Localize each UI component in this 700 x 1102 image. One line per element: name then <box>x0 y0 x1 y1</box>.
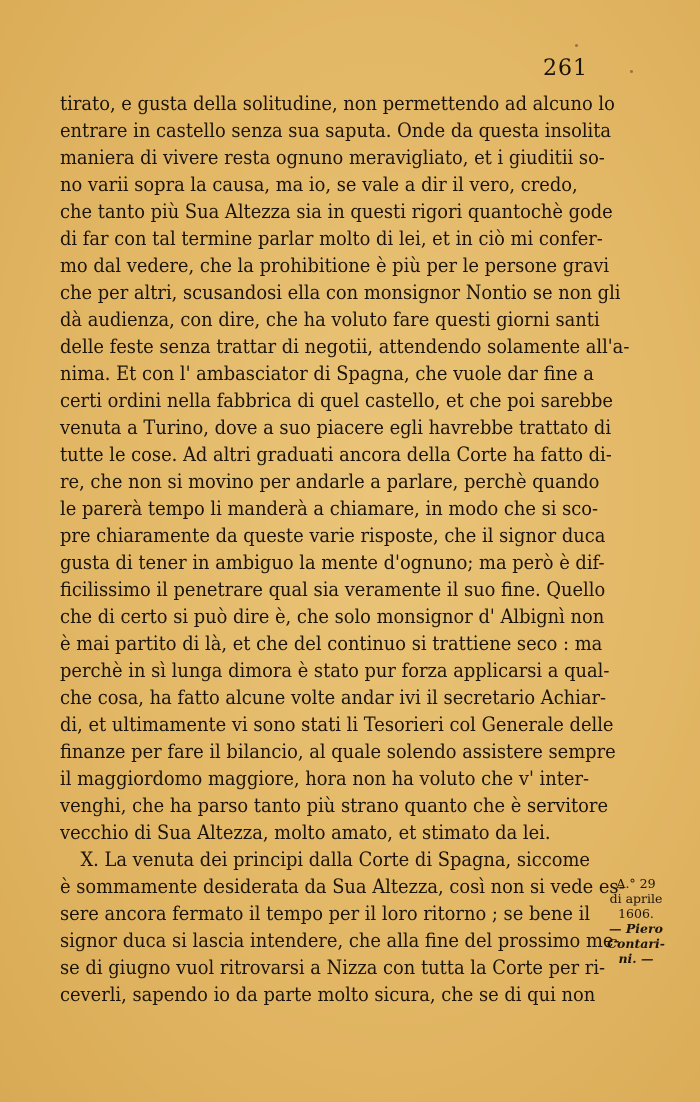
text-line: sere ancora fermato il tempo per il loro ritorno ; se bene il <box>60 902 591 925</box>
text-line: venuta a Turino, dove a suo piacere egli havrebbe trattato di <box>60 416 612 439</box>
text-line: le parerà tempo li manderà a chiamare, in modo che si sco- <box>60 497 599 520</box>
text-line: maniera di vivere resta ognuno meravigliato, et i giuditii so- <box>60 146 605 169</box>
text-line: di far con tal termine parlar molto di lei, et in ciò mi confer- <box>60 227 603 250</box>
text-line: no varii sopra la causa, ma io, se vale a dir il vero, credo, <box>60 173 578 196</box>
text-line: che tanto più Sua Altezza sia in questi rigori quantochè gode <box>60 200 613 223</box>
margin-note-date-year: 1606. <box>618 906 654 921</box>
text-line: vecchio di Sua Altezza, molto amato, et stimato da lei. <box>60 821 551 844</box>
text-line: tirato, e gusta della solitudine, non permettendo ad alcuno lo <box>60 92 615 115</box>
text-line: che cosa, ha fatto alcune volte andar ivi il secretario Achiar- <box>60 686 607 709</box>
text-line: perchè in sì lunga dimora è stato pur forza applicarsi a qual- <box>60 659 610 682</box>
margin-note-date-day: A.° 29 <box>616 876 656 891</box>
text-line: è sommamente desiderata da Sua Altezza, così non si vede es- <box>60 875 625 898</box>
margin-note-author-end: ni. — <box>618 951 654 966</box>
text-line: nima. Et con l' ambasciator di Spagna, che vuole dar fine a <box>60 362 594 385</box>
text-line: signor duca si lascia intendere, che alla fine del prossimo me- <box>60 929 620 952</box>
text-line: mo dal vedere, che la prohibitione è più per le persone gravi <box>60 254 610 277</box>
text-line: X. La venuta dei principi dalla Corte di Spagna, siccome <box>80 848 590 871</box>
text-line: venghi, che ha parso tanto più strano quanto che è servitore <box>60 794 609 817</box>
text-line: ficilissimo il penetrare qual sia veramente il suo fine. Quello <box>60 578 606 601</box>
margin-note-author-first: — Piero <box>609 921 663 936</box>
text-line: ceverli, sapendo io da parte molto sicura, che se di qui non <box>60 983 596 1006</box>
text-line: che per altri, scusandosi ella con monsignor Nontio se non gli <box>60 281 621 304</box>
text-line: certi ordini nella fabbrica di quel castello, et che poi sarebbe <box>60 389 613 412</box>
text-line: entrare in castello senza sua saputa. Onde da questa insolita <box>60 119 612 142</box>
text-line: re, che non si movino per andarle a parlare, perchè quando <box>60 470 600 493</box>
text-line: pre chiaramente da queste varie risposte, che il signor duca <box>60 524 606 547</box>
paper-speck <box>575 44 578 47</box>
margin-note-author-last: Contari- <box>607 936 665 951</box>
text-line: finanze per fare il bilancio, al quale solendo assistere sempre <box>60 740 616 763</box>
text-line: gusta di tener in ambiguo la mente d'ognuno; ma però è dif- <box>60 551 605 574</box>
paper-speck <box>630 70 633 73</box>
text-line: delle feste senza trattar di negotii, attendendo solamente all'a- <box>60 335 630 358</box>
page-number: 261 <box>543 56 588 81</box>
body-text <box>60 90 630 1008</box>
text-line: che di certo si può dire è, che solo monsignor d' Albignì non <box>60 605 605 628</box>
text-line: il maggiordomo maggiore, hora non ha voluto che v' inter- <box>60 767 590 790</box>
text-line: se di giugno vuol ritrovarsi a Nizza con tutta la Corte per ri- <box>60 956 606 979</box>
margin-note <box>600 876 672 966</box>
margin-note-date-month: di aprile <box>609 891 663 906</box>
text-line: di, et ultimamente vi sono stati li Tesorieri col Generale delle <box>60 713 614 736</box>
text-line: dà audienza, con dire, che ha voluto fare questi giorni santi <box>60 308 600 331</box>
text-line: è mai partito di là, et che del continuo si trattiene seco : ma <box>60 632 603 655</box>
text-line: tutte le cose. Ad altri graduati ancora della Corte ha fatto di- <box>60 443 612 466</box>
